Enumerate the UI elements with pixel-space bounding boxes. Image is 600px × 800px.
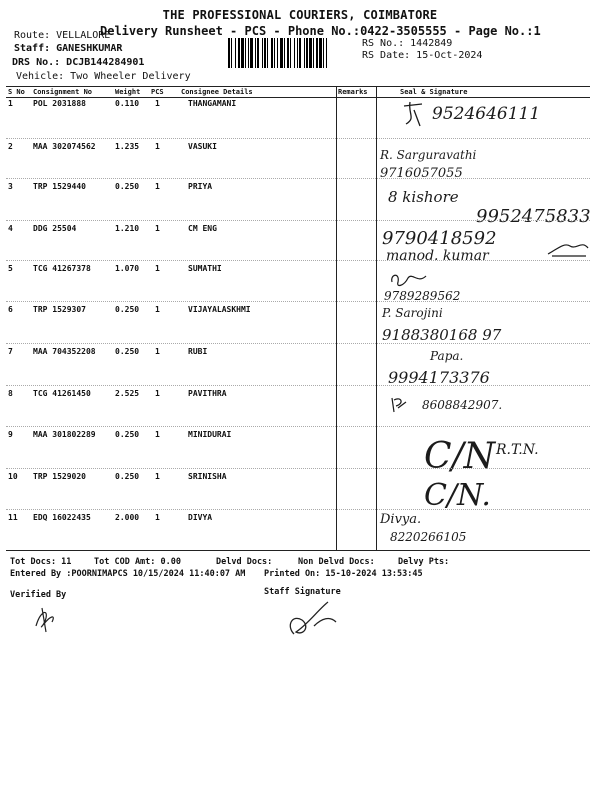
remarks-column-divider xyxy=(336,86,337,550)
row8-signature-scribble xyxy=(388,394,412,416)
row-consignment-no: MAA 704352208 xyxy=(33,347,96,356)
row-handwritten-note: P. Sarojini xyxy=(382,306,443,320)
row-handwritten-note: 9188380168 97 xyxy=(382,326,502,344)
barcode-image xyxy=(228,38,356,68)
row-sno: 3 xyxy=(8,182,13,191)
row-weight: 0.250 xyxy=(115,305,140,314)
row-weight: 2.000 xyxy=(115,513,140,522)
row-consignment-no: DDG 25504 xyxy=(33,224,77,233)
table-top-border xyxy=(6,86,590,87)
row-pcs: 1 xyxy=(155,347,160,356)
row-handwritten-note: C/N. xyxy=(424,478,491,513)
row-handwritten-note: 9790418592 xyxy=(382,228,497,249)
route-label: Route: VELLALORE xyxy=(14,30,111,41)
row-consignment-no: TCG 41267378 xyxy=(33,264,91,273)
row-handwritten-note: 8220266105 xyxy=(390,530,467,544)
row-handwritten-note: 9994173376 xyxy=(388,368,490,387)
row-sno: 5 xyxy=(8,264,13,273)
row-pcs: 1 xyxy=(155,99,160,108)
staff-signature-label: Staff Signature xyxy=(264,587,341,597)
verified-by-signature xyxy=(30,604,70,634)
total-docs: Tot Docs: 11 xyxy=(10,557,72,567)
row-handwritten-note: 9716057055 xyxy=(380,166,463,181)
row-consignment-no: MAA 301802289 xyxy=(33,430,96,439)
row-weight: 0.250 xyxy=(115,472,140,481)
row-sno: 6 xyxy=(8,305,13,314)
row-weight: 2.525 xyxy=(115,389,140,398)
row-sno: 1 xyxy=(8,99,13,108)
row-consignment-no: MAA 302074562 xyxy=(33,142,96,151)
row-pcs: 1 xyxy=(155,513,160,522)
total-cod-amount: Tot COD Amt: 0.00 xyxy=(94,557,181,567)
row-consignee: DIVYA xyxy=(188,513,213,522)
row-pcs: 1 xyxy=(155,264,160,273)
row-consignee: CM ENG xyxy=(188,224,217,233)
table-header-border xyxy=(6,97,590,98)
row-separator xyxy=(6,138,590,139)
row-consignment-no: EDQ 16022435 xyxy=(33,513,91,522)
row-pcs: 1 xyxy=(155,142,160,151)
row-separator xyxy=(6,220,590,221)
delivery-points: Delvy Pts: xyxy=(398,557,450,567)
col-consignment: Consignment No xyxy=(33,88,93,96)
row-weight: 0.110 xyxy=(115,99,140,108)
rs-number: RS No.: 1442849 xyxy=(362,38,453,49)
company-title: THE PROFESSIONAL COURIERS, COIMBATORE xyxy=(162,8,438,22)
row-consignee: VIJAYALASKHMI xyxy=(188,305,251,314)
row-consignment-no: TCG 41261450 xyxy=(33,389,91,398)
non-delivered-docs: Non Delvd Docs: xyxy=(298,557,375,567)
col-weight: Weight xyxy=(115,88,141,96)
row-sno: 2 xyxy=(8,142,13,151)
row-handwritten-note: C/N xyxy=(424,436,496,477)
row-weight: 1.210 xyxy=(115,224,140,233)
row-separator xyxy=(6,343,590,344)
row-pcs: 1 xyxy=(155,224,160,233)
row-pcs: 1 xyxy=(155,182,160,191)
seal-column-divider xyxy=(376,86,377,550)
row-separator xyxy=(6,178,590,179)
row-weight: 1.070 xyxy=(115,264,140,273)
drs-number: DRS No.: DCJB144284901 xyxy=(12,57,145,68)
runsheet-subtitle: Delivery Runsheet - PCS - Phone No.:0422-3505555 - Page No.:1 xyxy=(100,24,541,38)
row-separator xyxy=(6,468,590,469)
row-handwritten-note: R. Sarguravathi xyxy=(380,148,477,162)
row-pcs: 1 xyxy=(155,430,160,439)
row-consignee: PAVITHRA xyxy=(188,389,227,398)
verified-by-label: Verified By xyxy=(10,590,67,600)
row-handwritten-note: 8 kishore xyxy=(388,188,459,206)
row-separator xyxy=(6,301,590,302)
row-sno: 4 xyxy=(8,224,13,233)
table-bottom-border xyxy=(6,550,590,551)
row-weight: 0.250 xyxy=(115,347,140,356)
staff-label: Staff: GANESHKUMAR xyxy=(14,43,123,54)
row-consignment-no: TRP 1529307 xyxy=(33,305,86,314)
row-consignee: THANGAMANI xyxy=(188,99,237,108)
row-handwritten-note: 9524646111 xyxy=(432,104,541,124)
row-handwritten-note: manod. kumar xyxy=(386,248,489,264)
row-handwritten-note: 8608842907. xyxy=(422,398,503,412)
entered-by: Entered By :POORNIMAPCS 10/15/2024 11:40:07 AM xyxy=(10,569,246,579)
row-consignment-no: TRP 1529440 xyxy=(33,182,86,191)
row-consignee: PRIYA xyxy=(188,182,213,191)
row-pcs: 1 xyxy=(155,305,160,314)
row-consignee: MINIDURAI xyxy=(188,430,232,439)
col-seal-signature: Seal & Signature xyxy=(400,88,468,96)
vehicle-label: Vehicle: Two Wheeler Delivery xyxy=(16,71,191,82)
row-handwritten-note: Divya. xyxy=(380,512,422,527)
row-weight: 1.235 xyxy=(115,142,140,151)
col-remarks: Remarks xyxy=(338,88,368,96)
row-consignee: SRINISHA xyxy=(188,472,227,481)
row-separator xyxy=(6,260,590,261)
row-weight: 0.250 xyxy=(115,430,140,439)
row-handwritten-note: 9952475833 xyxy=(476,206,591,227)
row5-signature-scribble xyxy=(388,270,428,290)
col-consignee: Consignee Details xyxy=(181,88,253,96)
row-sno: 9 xyxy=(8,430,13,439)
col-pcs: PCS xyxy=(151,88,164,96)
row-consignment-no: TRP 1529020 xyxy=(33,472,86,481)
row-sno: 8 xyxy=(8,389,13,398)
row-sno: 11 xyxy=(8,513,18,522)
row-separator xyxy=(6,509,590,510)
row-handwritten-note: Papa. xyxy=(430,349,464,363)
row4-signature-scribble xyxy=(546,236,590,260)
row-separator xyxy=(6,385,590,386)
row-sno: 7 xyxy=(8,347,13,356)
row-weight: 0.250 xyxy=(115,182,140,191)
row-pcs: 1 xyxy=(155,472,160,481)
row-pcs: 1 xyxy=(155,389,160,398)
col-sno: S No xyxy=(8,88,25,96)
staff-signature-scribble xyxy=(284,596,344,642)
row1-signature-scribble xyxy=(400,100,426,128)
row-handwritten-note: 9789289562 xyxy=(384,289,461,303)
delivered-docs: Delvd Docs: xyxy=(216,557,273,567)
row-sno: 10 xyxy=(8,472,18,481)
printed-on: Printed On: 15-10-2024 13:53:45 xyxy=(264,569,423,579)
row-separator xyxy=(6,426,590,427)
row-consignment-no: POL 2031888 xyxy=(33,99,86,108)
rs-date: RS Date: 15-Oct-2024 xyxy=(362,50,483,61)
row-handwritten-note: R.T.N. xyxy=(496,442,539,458)
row-consignee: VASUKI xyxy=(188,142,217,151)
row-consignee: SUMATHI xyxy=(188,264,222,273)
row-consignee: RUBI xyxy=(188,347,208,356)
